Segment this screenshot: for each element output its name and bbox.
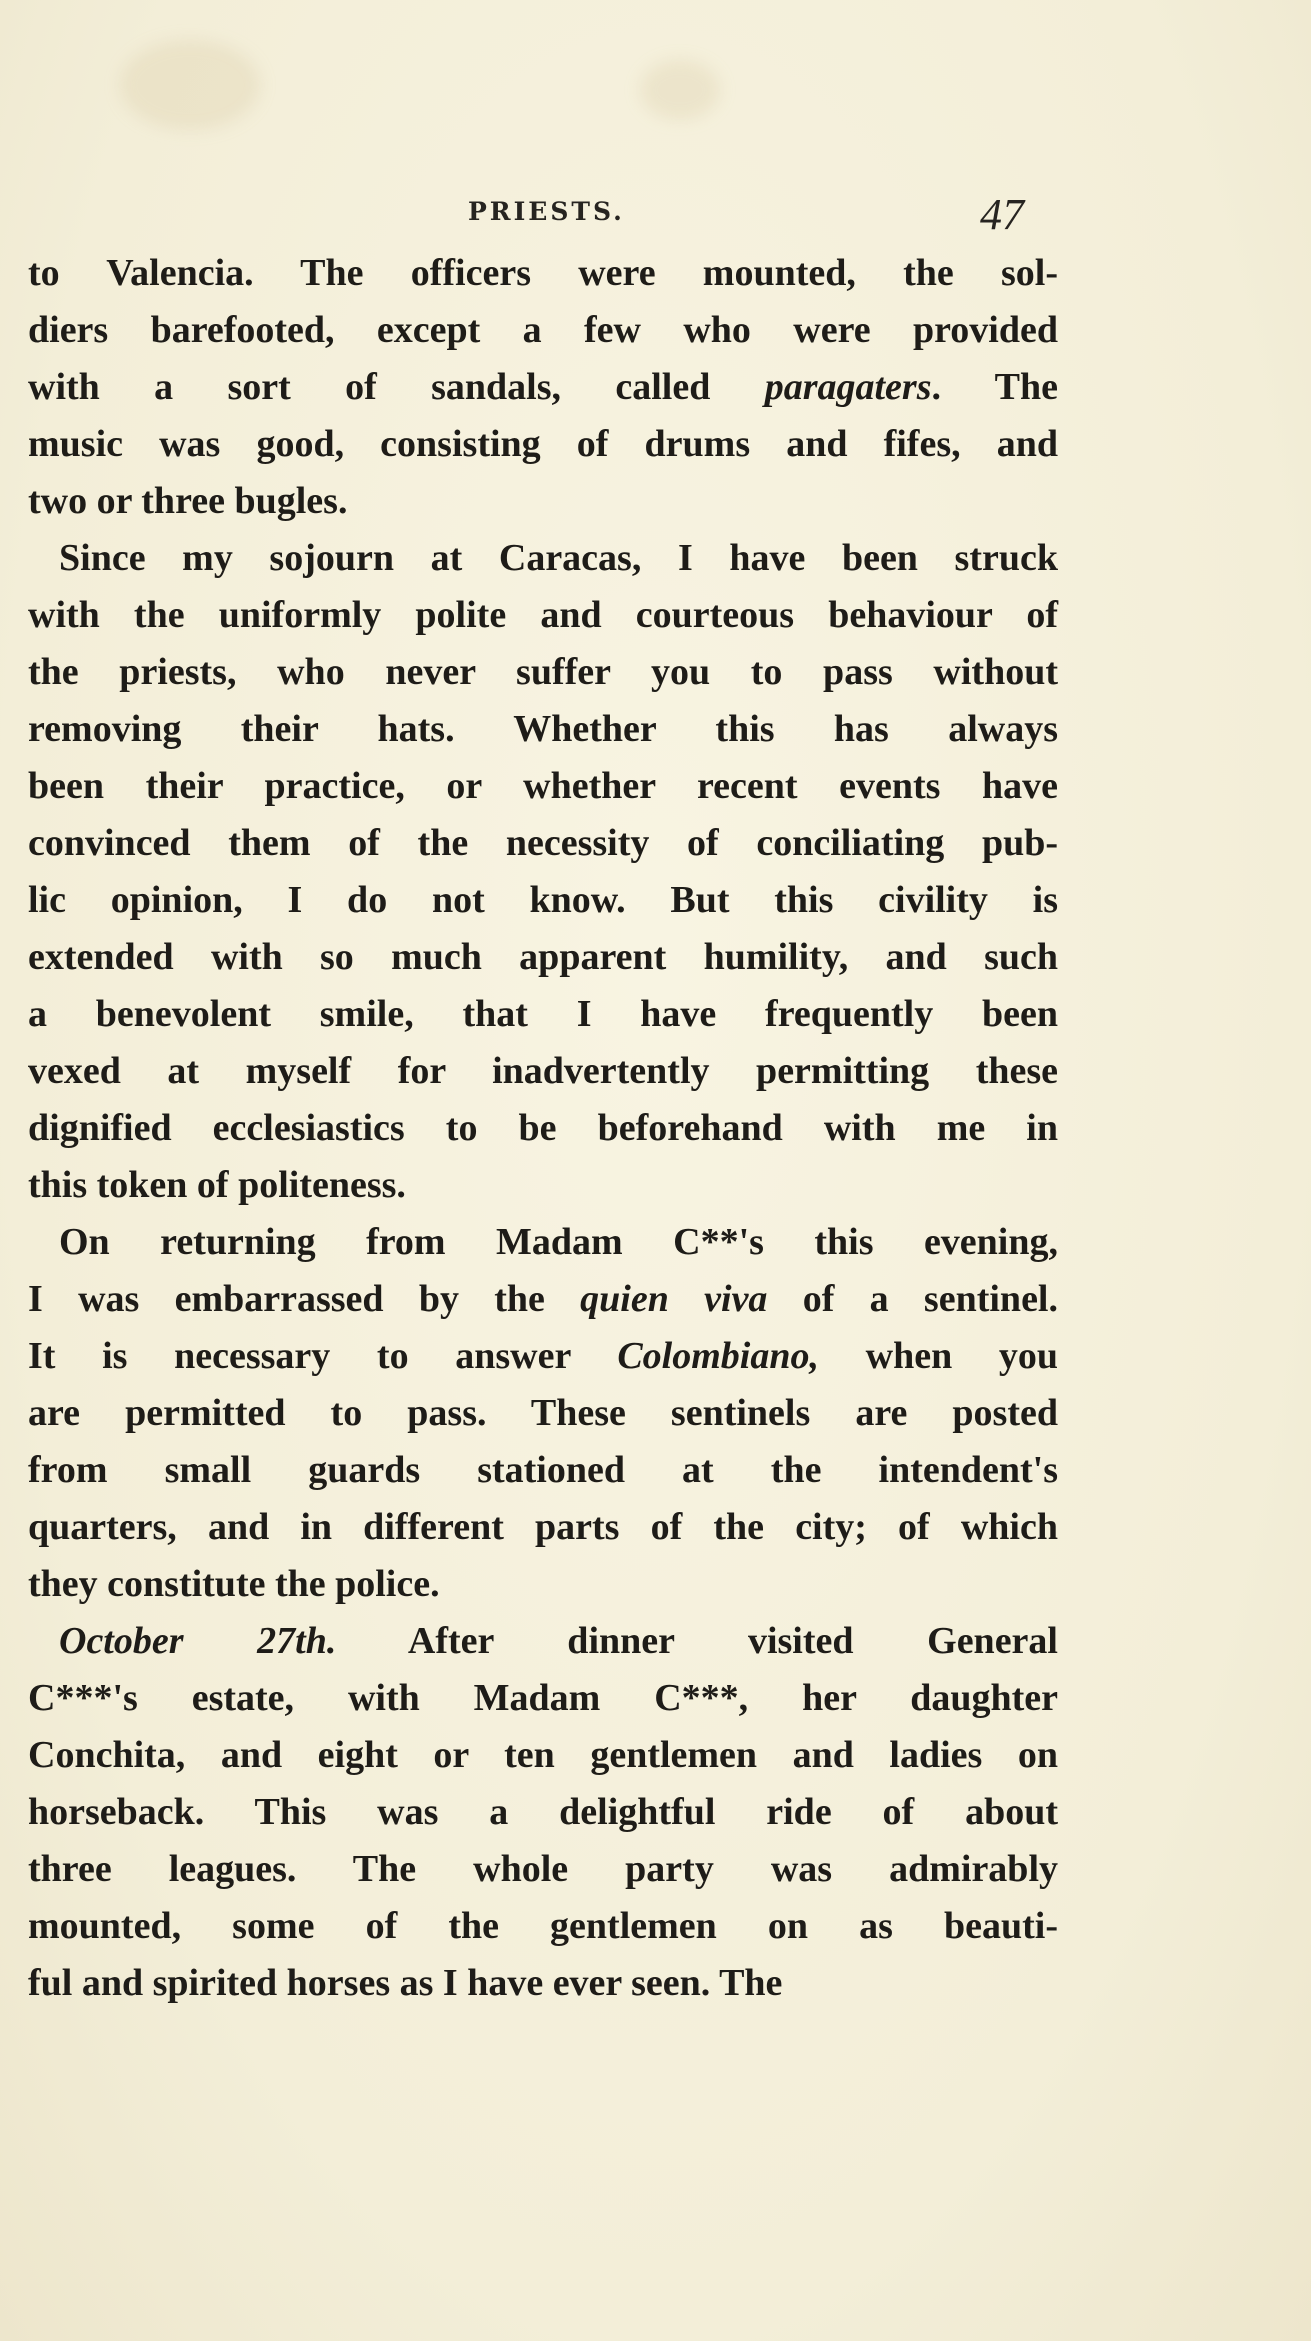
line-text: vexed at myself for inadvertently permitting these — [28, 1050, 1058, 1092]
line-text: from small guards stationed at the intendent's — [28, 1449, 1058, 1491]
line-text: the priests, who never suffer you to pass without — [28, 651, 1058, 693]
text-line — [28, 929, 1058, 986]
text-line — [28, 1271, 1058, 1328]
line-text: a benevolent smile, that I have frequently been — [28, 993, 1058, 1035]
text-line — [28, 644, 1058, 701]
line-text-after: After dinner visited General — [336, 1620, 1058, 1662]
line-text: diers barefooted, except a few who were provided — [28, 309, 1058, 351]
text-line — [28, 1898, 1058, 1955]
line-text: are permitted to pass. These sentinels are posted — [28, 1392, 1058, 1434]
text-line — [28, 1727, 1058, 1784]
line-text: mounted, some of the gentlemen on as beauti- — [28, 1905, 1058, 1947]
line-text: Conchita, and eight or ten gentlemen and ladies on — [28, 1734, 1058, 1776]
text-line — [28, 1157, 1058, 1214]
line-text: It is necessary to answer — [28, 1335, 618, 1377]
body-text — [28, 245, 1058, 2012]
italic-phrase: quien viva — [580, 1278, 768, 1320]
text-line — [28, 530, 1058, 587]
text-line — [28, 1442, 1058, 1499]
text-line — [28, 302, 1058, 359]
text-line — [28, 473, 1058, 530]
line-text: three leagues. The whole party was admirably — [28, 1848, 1058, 1890]
text-line — [28, 1328, 1058, 1385]
line-text-after: of a sentinel. — [767, 1278, 1058, 1320]
page-number: 47 — [980, 190, 1024, 239]
text-line — [28, 872, 1058, 929]
text-line — [28, 758, 1058, 815]
text-line — [28, 1499, 1058, 1556]
text-line — [28, 1100, 1058, 1157]
line-text: dignified ecclesiastics to be beforehand with me in — [28, 1107, 1058, 1149]
text-line — [28, 245, 1058, 302]
text-line — [28, 1556, 1058, 1613]
text-line — [28, 1841, 1058, 1898]
line-text-after: when you — [818, 1335, 1058, 1377]
text-line — [28, 587, 1058, 644]
line-text: with the uniformly polite and courteous behaviour of — [28, 594, 1058, 636]
text-line — [28, 986, 1058, 1043]
text-line — [28, 701, 1058, 758]
text-line — [28, 1670, 1058, 1727]
text-line — [28, 359, 1058, 416]
line-text: horseback. This was a delightful ride of about — [28, 1791, 1058, 1833]
line-text-after: . The — [931, 366, 1058, 408]
line-text: been their practice, or whether recent events have — [28, 765, 1058, 807]
line-text: two or three bugles. — [28, 480, 348, 522]
text-line — [28, 416, 1058, 473]
line-text: ful and spirited horses as I have ever seen. The — [28, 1962, 783, 2004]
paper-stain — [640, 60, 720, 120]
line-text: convinced them of the necessity of conciliating pub- — [28, 822, 1058, 864]
line-text: they constitute the police. — [28, 1563, 440, 1605]
line-text: quarters, and in different parts of the city; of which — [28, 1506, 1058, 1548]
paper-stain — [120, 40, 260, 130]
running-title: PRIESTS. — [468, 197, 625, 226]
text-line — [28, 1043, 1058, 1100]
line-text: Since my sojourn at Caracas, I have been struck — [59, 537, 1058, 579]
italic-phrase: Colombiano, — [617, 1335, 819, 1377]
line-text: music was good, consisting of drums and fifes, and — [28, 423, 1058, 465]
line-text: with a sort of sandals, called — [28, 366, 765, 408]
text-line — [28, 1613, 1058, 1670]
line-text: removing their hats. Whether this has always — [28, 708, 1058, 750]
running-head — [28, 190, 1068, 239]
line-text: On returning from Madam C**'s this evening, — [59, 1221, 1058, 1263]
text-line — [28, 1214, 1058, 1271]
line-text: C***'s estate, with Madam C***, her daughter — [28, 1677, 1058, 1719]
line-text: lic opinion, I do not know. But this civility is — [28, 879, 1058, 921]
text-line — [28, 1385, 1058, 1442]
italic-phrase: October 27th. — [59, 1620, 337, 1662]
line-text: to Valencia. The officers were mounted, the sol- — [28, 252, 1058, 294]
italic-phrase: paragaters — [764, 366, 932, 408]
line-text: I was embarrassed by the — [28, 1278, 581, 1320]
text-line — [28, 1784, 1058, 1841]
line-text: this token of politeness. — [28, 1164, 406, 1206]
text-line — [28, 1955, 1058, 2012]
text-line — [28, 815, 1058, 872]
line-text: extended with so much apparent humility, and such — [28, 936, 1058, 978]
